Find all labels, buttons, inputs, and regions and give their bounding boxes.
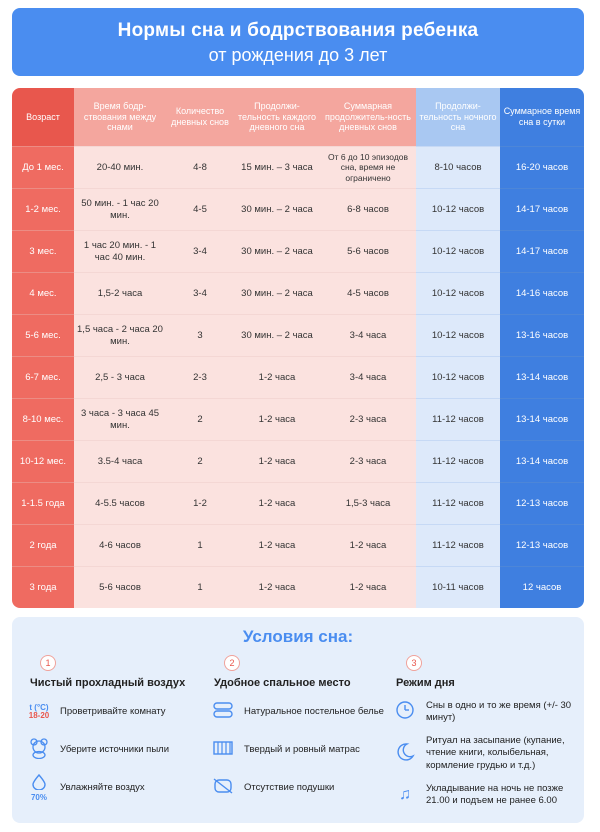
table-cell: 3 часа - 3 часа 45 мин. (74, 398, 166, 440)
condition-column-routine (390, 655, 576, 810)
no-pillow-icon (208, 777, 238, 799)
table-cell: 1-2 часа (234, 356, 320, 398)
table-cell: 5-6 часов (320, 230, 416, 272)
table-cell: 14-17 часов (500, 230, 584, 272)
table-cell: 6-8 часов (320, 188, 416, 230)
column-header: Суммарная продолжитель-ность дневных снов (320, 88, 416, 146)
table-cell: 1 час 20 мин. - 1 час 40 мин. (74, 230, 166, 272)
table-cell: 12 часов (500, 566, 584, 608)
humidity-drop-icon: 70% (24, 774, 54, 802)
condition-title: Удобное спальное место (214, 677, 351, 689)
table-cell: 16-20 часов (500, 146, 584, 188)
table-cell: 2-3 часа (320, 398, 416, 440)
table-cell: 10-12 часов (416, 356, 500, 398)
age-cell: 6-7 мес. (12, 356, 74, 398)
table-cell: 2 (166, 440, 234, 482)
age-cell: 10-12 мес. (12, 440, 74, 482)
table-cell: 4-6 часов (74, 524, 166, 566)
table-cell: 1-2 часа (234, 398, 320, 440)
table-row (12, 440, 584, 482)
table-cell: 14-17 часов (500, 188, 584, 230)
table-cell: 11-12 часов (416, 482, 500, 524)
condition-item: Твердый и ровный матрас (208, 735, 388, 765)
age-cell: 1-1.5 года (12, 482, 74, 524)
table-cell: 13-14 часов (500, 440, 584, 482)
table-row (12, 314, 584, 356)
table-cell: 13-14 часов (500, 356, 584, 398)
sleep-norms-table (12, 88, 584, 608)
table-cell: 15 мин. – 3 часа (234, 146, 320, 188)
table-cell: 4-5 часов (320, 272, 416, 314)
table-cell: 4-5.5 часов (74, 482, 166, 524)
table-cell: 4-8 (166, 146, 234, 188)
header-banner (12, 8, 584, 76)
thermometer-icon: t (°C) 18-20 (28, 703, 50, 720)
table-cell: 10-12 часов (416, 272, 500, 314)
table-cell: 1-2 часа (320, 566, 416, 608)
bedding-icon (208, 701, 238, 723)
table-cell: 30 мин. – 2 часа (234, 188, 320, 230)
page-title: Нормы сна и бодрствования ребенка (117, 20, 479, 41)
condition-item: Ритуал на засыпание (купание, чтение книги, колыбельная, кормление грудью и т.д.) (390, 735, 576, 772)
condition-title: Режим дня (396, 677, 455, 689)
table-cell: 30 мин. – 2 часа (234, 272, 320, 314)
table-cell: 12-13 часов (500, 524, 584, 566)
table-cell: 1-2 часа (234, 524, 320, 566)
table-cell: 11-12 часов (416, 398, 500, 440)
table-row (12, 566, 584, 608)
table-cell: 1-2 часа (234, 482, 320, 524)
table-cell: 1-2 часа (320, 524, 416, 566)
condition-item: Натуральное постельное белье (208, 697, 388, 727)
table-cell: 11-12 часов (416, 524, 500, 566)
table-cell: 13-16 часов (500, 314, 584, 356)
table-cell: От 6 до 10 эпизодов сна, время не ограничено (320, 146, 416, 188)
column-header: Время бодр-ствования между снами (74, 88, 166, 146)
age-cell: 1-2 мес. (12, 188, 74, 230)
age-cell: 4 мес. (12, 272, 74, 314)
column-header: Продолжи-тельность каждого дневного сна (234, 88, 320, 146)
table-row (12, 230, 584, 272)
column-header: Количество дневных снов (166, 88, 234, 146)
step-number: 1 (40, 655, 56, 671)
table-cell: 3-4 часа (320, 314, 416, 356)
table-cell: 1 (166, 524, 234, 566)
table-cell: 2 (166, 398, 234, 440)
table-cell: 30 мин. – 2 часа (234, 314, 320, 356)
condition-item: Отсутствие подушки (208, 773, 388, 803)
table-cell: 50 мин. - 1 час 20 мин. (74, 188, 166, 230)
table-cell: 12-13 часов (500, 482, 584, 524)
table-cell: 10-12 часов (416, 314, 500, 356)
condition-item: t (°C) 18-20 Проветривайте комнату (24, 697, 204, 727)
moon-icon (390, 742, 420, 766)
table-cell: 13-14 часов (500, 398, 584, 440)
table-cell: 3.5-4 часа (74, 440, 166, 482)
table-cell: 3-4 (166, 230, 234, 272)
table-cell: 1-2 часа (234, 566, 320, 608)
table-cell: 30 мин. – 2 часа (234, 230, 320, 272)
page-subtitle: от рождения до 3 лет (208, 45, 388, 65)
table-cell: 3-4 часа (320, 356, 416, 398)
age-cell: 3 мес. (12, 230, 74, 272)
table-row (12, 524, 584, 566)
age-cell: До 1 мес. (12, 146, 74, 188)
table-cell: 3-4 (166, 272, 234, 314)
teddy-bear-icon (24, 737, 54, 763)
age-cell: 3 года (12, 566, 74, 608)
table-row (12, 398, 584, 440)
condition-column-bed (208, 655, 388, 803)
table-cell: 5-6 часов (74, 566, 166, 608)
table-cell: 1,5-3 часа (320, 482, 416, 524)
table-cell: 1 (166, 566, 234, 608)
condition-item: Сны в одно и то же время (+/- 30 минут) (390, 697, 576, 727)
table-row (12, 356, 584, 398)
table-cell: 2-3 часа (320, 440, 416, 482)
table-row (12, 272, 584, 314)
table-cell: 2-3 (166, 356, 234, 398)
column-header: Возраст (12, 88, 74, 146)
clock-icon (390, 700, 420, 724)
step-number: 2 (224, 655, 240, 671)
table-row (12, 146, 584, 188)
table-cell: 20-40 мин. (74, 146, 166, 188)
condition-column-air (24, 655, 204, 803)
table-header-row (12, 88, 584, 146)
table-cell: 14-16 часов (500, 272, 584, 314)
table-cell: 1,5 часа - 2 часа 20 мин. (74, 314, 166, 356)
table-cell: 4-5 (166, 188, 234, 230)
column-header: Суммарное время сна в сутки (500, 88, 584, 146)
table-cell: 1-2 (166, 482, 234, 524)
table-row (12, 482, 584, 524)
sleep-conditions-panel (12, 617, 584, 823)
table-cell: 1-2 часа (234, 440, 320, 482)
condition-item: Уберите источники пыли (24, 735, 204, 765)
table-cell: 10-12 часов (416, 230, 500, 272)
table-cell: 8-10 часов (416, 146, 500, 188)
table-cell: 1,5-2 часа (74, 272, 166, 314)
table-cell: 2,5 - 3 часа (74, 356, 166, 398)
music-note-icon: ♫ (399, 786, 411, 804)
table-cell: 10-12 часов (416, 188, 500, 230)
condition-title: Чистый прохладный воздух (30, 677, 186, 689)
table-cell: 11-12 часов (416, 440, 500, 482)
age-cell: 8-10 мес. (12, 398, 74, 440)
crib-icon (208, 738, 238, 762)
condition-item: ♫ Укладывание на ночь не позже 21.00 и подъем не ранее 6.00 (390, 780, 576, 810)
conditions-title: Условия сна: (242, 627, 354, 646)
step-number: 3 (406, 655, 422, 671)
age-cell: 5-6 мес. (12, 314, 74, 356)
column-header: Продолжи-тельность ночного сна (416, 88, 500, 146)
age-cell: 2 года (12, 524, 74, 566)
table-cell: 3 (166, 314, 234, 356)
table-row (12, 188, 584, 230)
table-cell: 10-11 часов (416, 566, 500, 608)
condition-item: 70% Увлажняйте воздух (24, 773, 204, 803)
